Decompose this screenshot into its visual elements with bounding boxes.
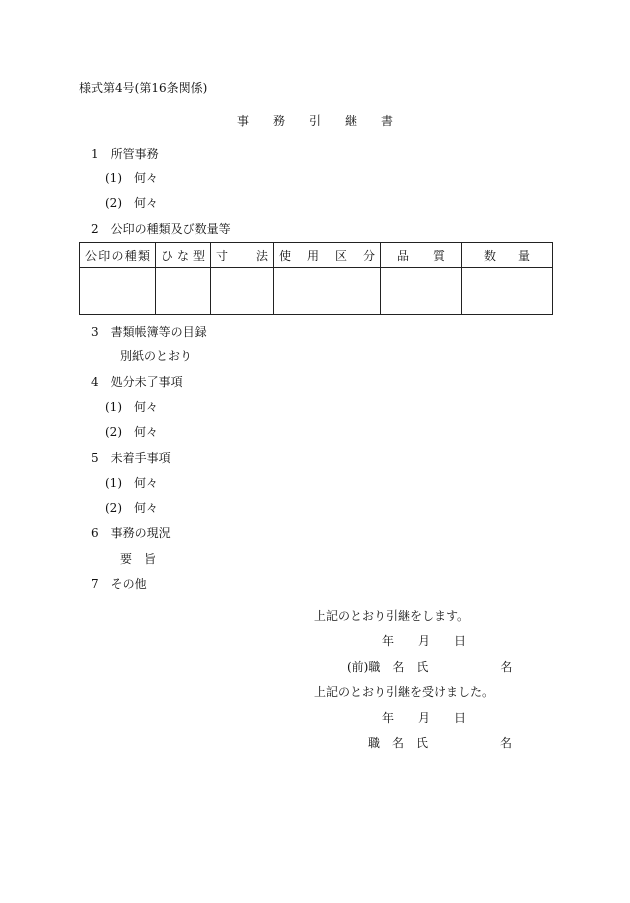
section-2-heading: 2 公印の種類及び数量等 (91, 222, 231, 236)
col-usage-category: 使用区分 (274, 243, 381, 268)
section-7-heading: 7 その他 (91, 577, 147, 591)
col-quantity: 数量 (462, 243, 553, 268)
officer-signature: 職 名 氏 名 (368, 736, 513, 750)
col-material: 品質 (381, 243, 462, 268)
section-5-item-1: (1) 何々 (105, 476, 158, 490)
section-3-body: 別紙のとおり (120, 349, 193, 363)
previous-officer-signature: (前)職 名 氏 名 (347, 660, 513, 674)
table-cell (156, 268, 211, 315)
handover-statement: 上記のとおり引継をします。 (314, 609, 470, 623)
col-model: ひな型 (156, 243, 211, 268)
col-dimensions: 寸法 (211, 243, 274, 268)
table-cell (80, 268, 156, 315)
document-title: 事 務 引 継 書 (237, 114, 394, 128)
received-date: 年 月 日 (382, 711, 467, 725)
section-5-heading: 5 未着手事項 (91, 451, 171, 465)
section-4-heading: 4 処分未了事項 (91, 375, 183, 389)
seal-table (79, 242, 553, 315)
section-1-item-2: (2) 何々 (105, 196, 158, 210)
section-1-item-1: (1) 何々 (105, 171, 158, 185)
seal-table-header-row (80, 243, 553, 268)
table-cell (211, 268, 274, 315)
table-cell (462, 268, 553, 315)
form-number: 様式第4号(第16条関係) (79, 81, 208, 95)
table-cell (274, 268, 381, 315)
received-statement: 上記のとおり引継を受けました。 (314, 685, 495, 699)
table-row (80, 268, 553, 315)
table-cell (381, 268, 462, 315)
section-4-item-2: (2) 何々 (105, 425, 158, 439)
section-4-item-1: (1) 何々 (105, 400, 158, 414)
section-1-heading: 1 所管事務 (91, 147, 159, 161)
section-5-item-2: (2) 何々 (105, 501, 158, 515)
col-seal-type: 公印の種類 (80, 243, 156, 268)
handover-date: 年 月 日 (382, 634, 467, 648)
section-6-body: 要 旨 (120, 552, 157, 566)
section-3-heading: 3 書類帳簿等の目録 (91, 325, 207, 339)
section-6-heading: 6 事務の現況 (91, 526, 171, 540)
